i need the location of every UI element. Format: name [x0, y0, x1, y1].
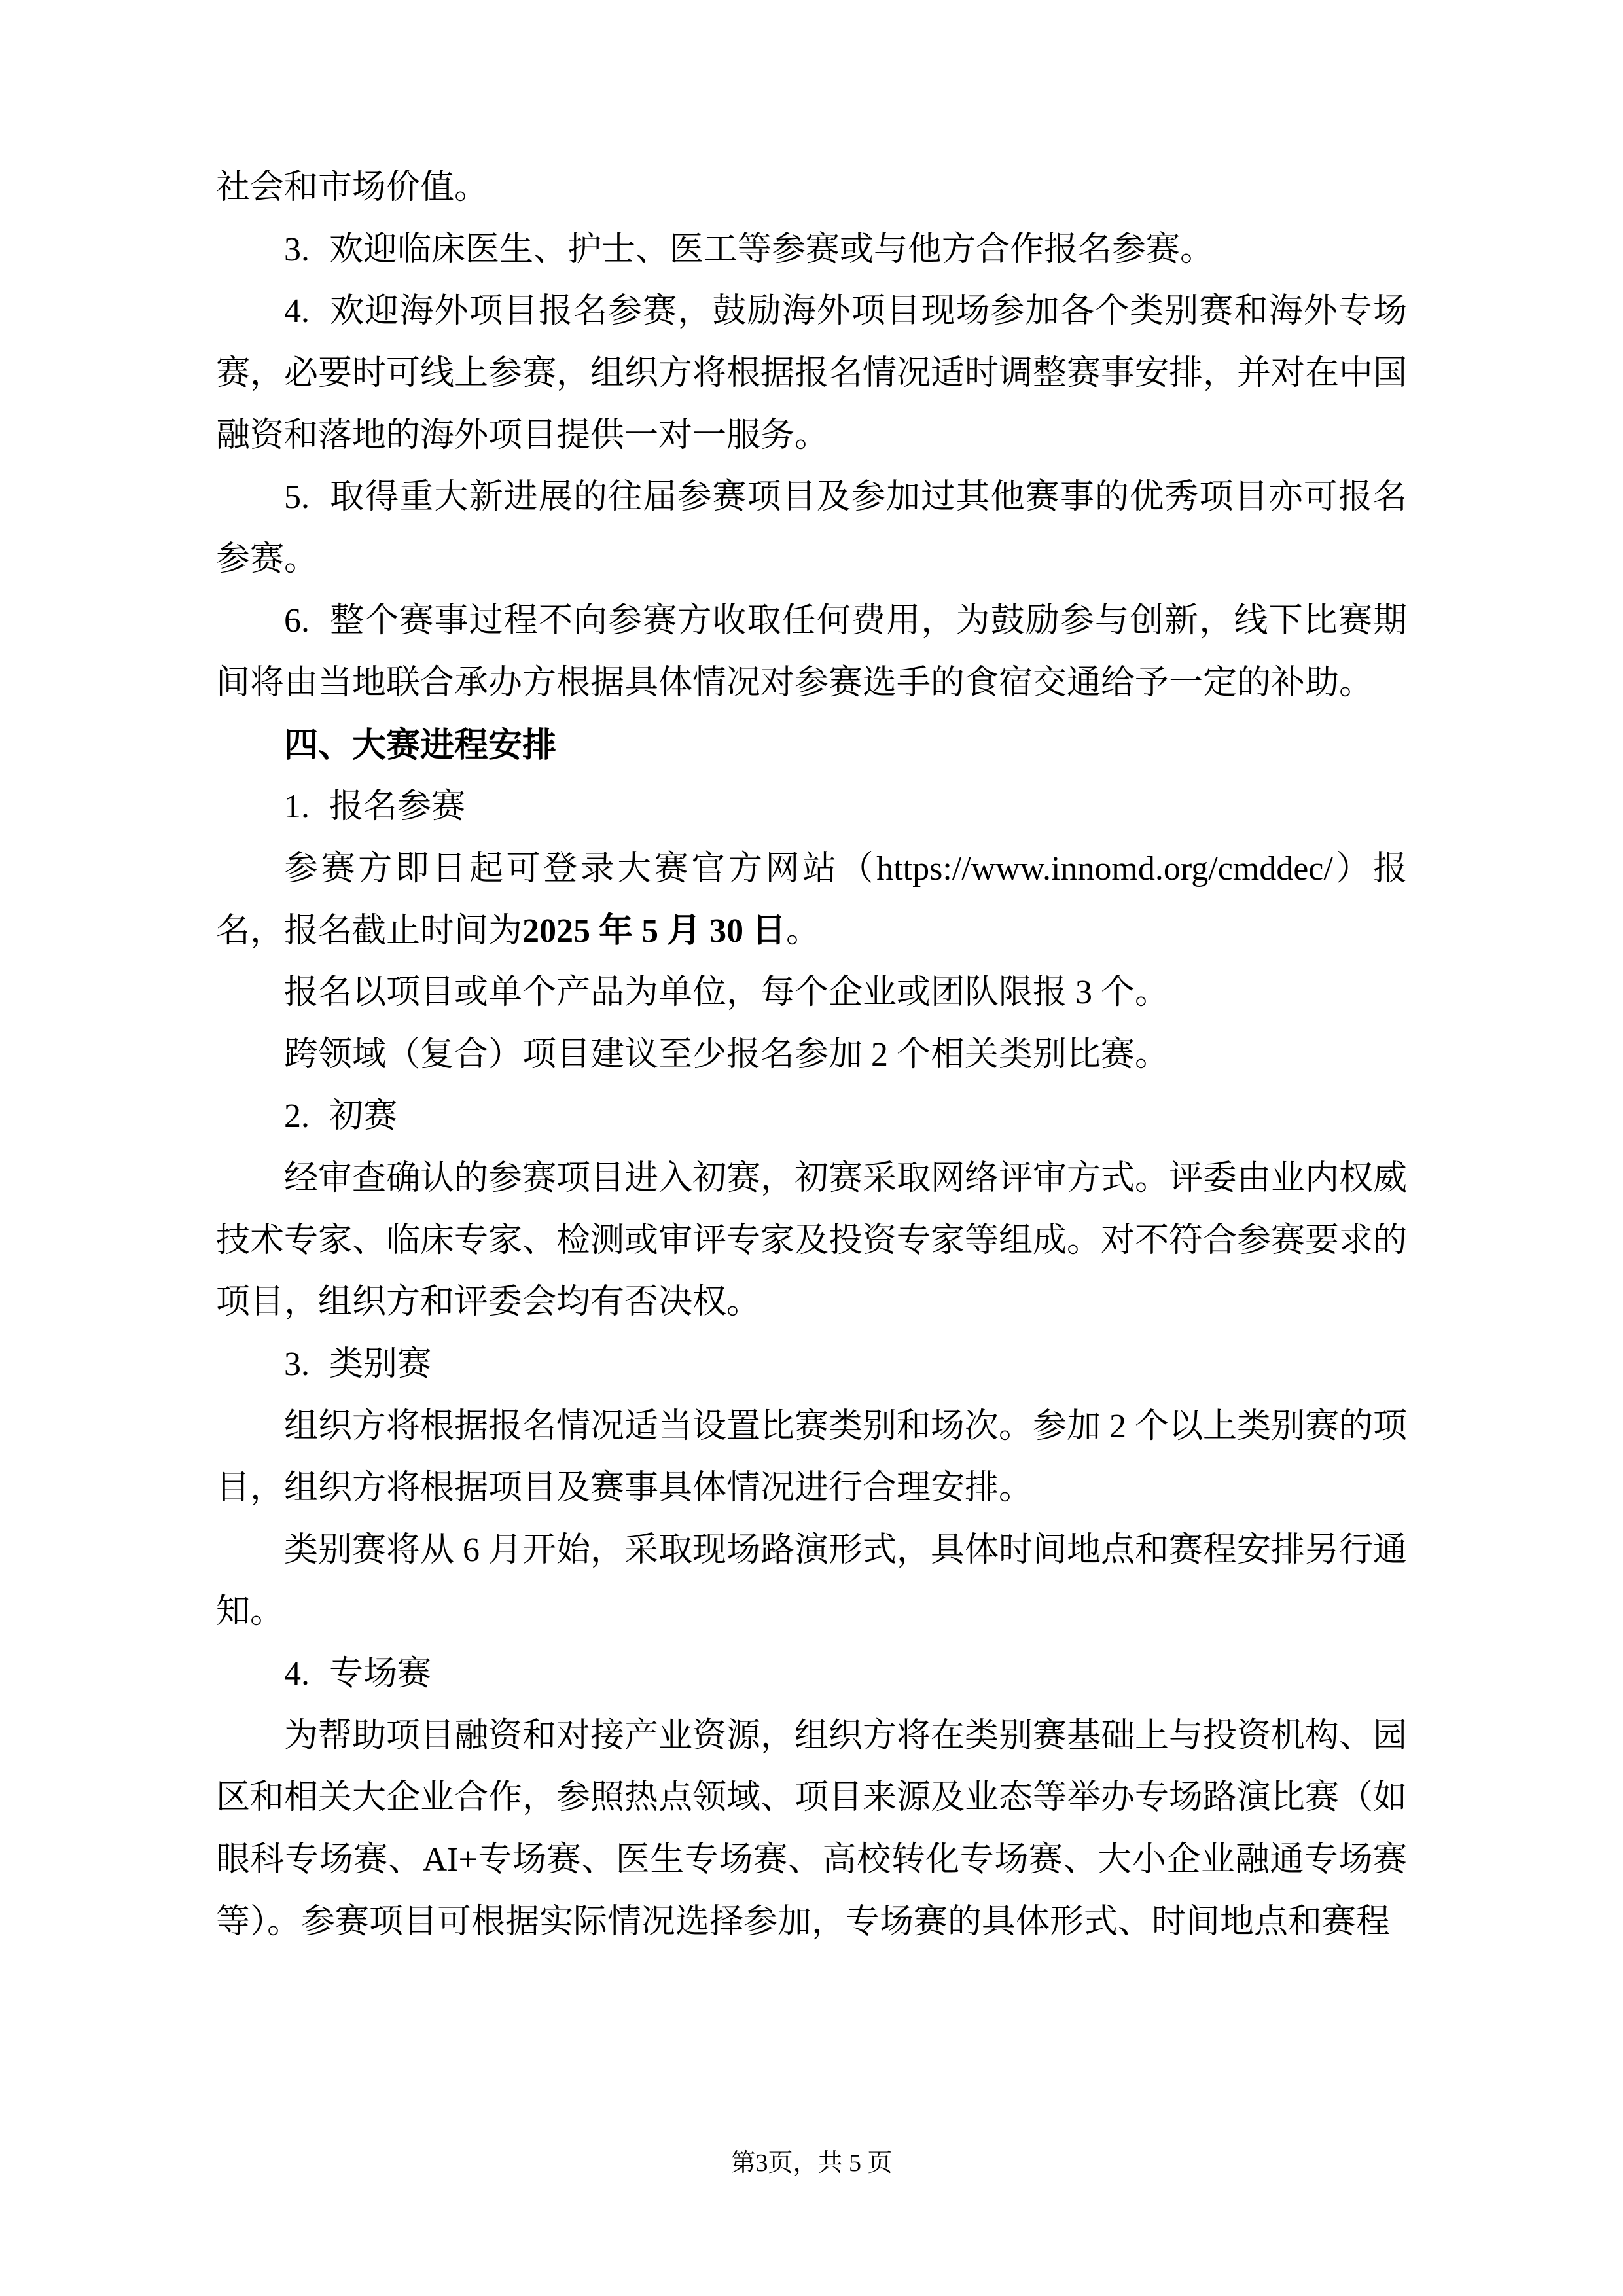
process-number: 1. — [284, 788, 310, 826]
section-heading: 四、大赛进程安排 — [284, 726, 557, 764]
process-item-2-title — [216, 1086, 1407, 1148]
seg-text: ）报名，报名截止时间为 — [216, 850, 1407, 950]
process-item-3-title — [216, 1334, 1407, 1396]
list-text: 欢迎临床医生、护士、医工等参赛或与他方合作报名参赛。 — [329, 230, 1215, 268]
process-1-paragraph-3: 跨领域（复合）项目建议至少报名参加 2 个相关类别比赛。 — [284, 1035, 1169, 1073]
list-item-5 — [216, 467, 1407, 590]
process-number: 3. — [284, 1345, 310, 1383]
list-number: 4. — [284, 293, 310, 331]
process-2-paragraph-1: 经审查确认的参赛项目进入初赛，初赛采取网络评审方式。评委由业内权威技术专家、临床专家、检测或审评专家及投资专家等组成。对不符合参赛要求的项目，组织方和评委会均有否决权。 — [216, 1160, 1408, 1321]
process-item-1-title — [216, 776, 1407, 838]
process-1-paragraph-2: 报名以项目或单个产品为单位，每个企业或团队限报 3 个。 — [284, 974, 1169, 1012]
list-item-3 — [216, 219, 1407, 281]
list-number: 5. — [284, 478, 310, 516]
list-item-4 — [216, 281, 1407, 467]
process-number: 2. — [284, 1098, 310, 1136]
process-title: 专场赛 — [329, 1655, 432, 1693]
list-text: 欢迎海外项目报名参赛，鼓励海外项目现场参加各个类别赛和海外专场赛，必要时可线上参赛，组织方将根据报名情况适时调整赛事安排，并对在中国融资和落地的海外项目提供一对一服务。 — [216, 293, 1408, 454]
process-item-4-title — [216, 1643, 1407, 1706]
seg-text: 。 — [786, 912, 821, 950]
document-body — [216, 157, 1407, 1953]
process-3-paragraph-1: 组织方将根据报名情况适当设置比赛类别和场次。参加 2 个以上类别赛的项目，组织方将根据项目及赛事具体情况进行合理安排。 — [216, 1407, 1408, 1507]
list-text: 取得重大新进展的往届参赛项目及参加过其他赛事的优秀项目亦可报名参赛。 — [216, 478, 1407, 578]
seg-text: 参赛方即日起可登录大赛官方网站（ — [284, 850, 877, 888]
list-number: 3. — [284, 230, 310, 268]
process-title: 类别赛 — [329, 1345, 432, 1383]
registration-url: https://www.innomd.org/cmddec/ — [876, 850, 1333, 888]
list-number: 6. — [284, 602, 310, 640]
paragraph-continuation: 社会和市场价值。 — [216, 169, 489, 206]
process-3-paragraph-2: 类别赛将从 6 月开始，采取现场路演形式，具体时间地点和赛程安排另行通知。 — [216, 1531, 1408, 1631]
page-footer: 第3页，共 5 页 — [730, 2149, 893, 2177]
process-4-paragraph-1: 为帮助项目融资和对接产业资源，组织方将在类别赛基础上与投资机构、园区和相关大企业合作，参照热点领域、项目来源及业态等举办专场路演比赛（如眼科专场赛、AI+专场赛、医生专场赛、高校转化专场赛、大小企业融通专场赛等）。参赛项目可根据实际情况选择参加，专场赛的具体形式、时间地点和赛程 — [216, 1717, 1408, 1941]
registration-deadline: 2025 年 5 月 30 日 — [522, 912, 787, 950]
process-number: 4. — [284, 1655, 310, 1693]
process-title: 报名参赛 — [329, 788, 466, 826]
list-item-6 — [216, 590, 1407, 714]
list-text: 整个赛事过程不向参赛方收取任何费用，为鼓励参与创新，线下比赛期间将由当地联合承办方根据具体情况对参赛选手的食宿交通给予一定的补助。 — [216, 602, 1407, 702]
process-title: 初赛 — [329, 1098, 398, 1136]
process-1-paragraph-1 — [216, 838, 1407, 962]
